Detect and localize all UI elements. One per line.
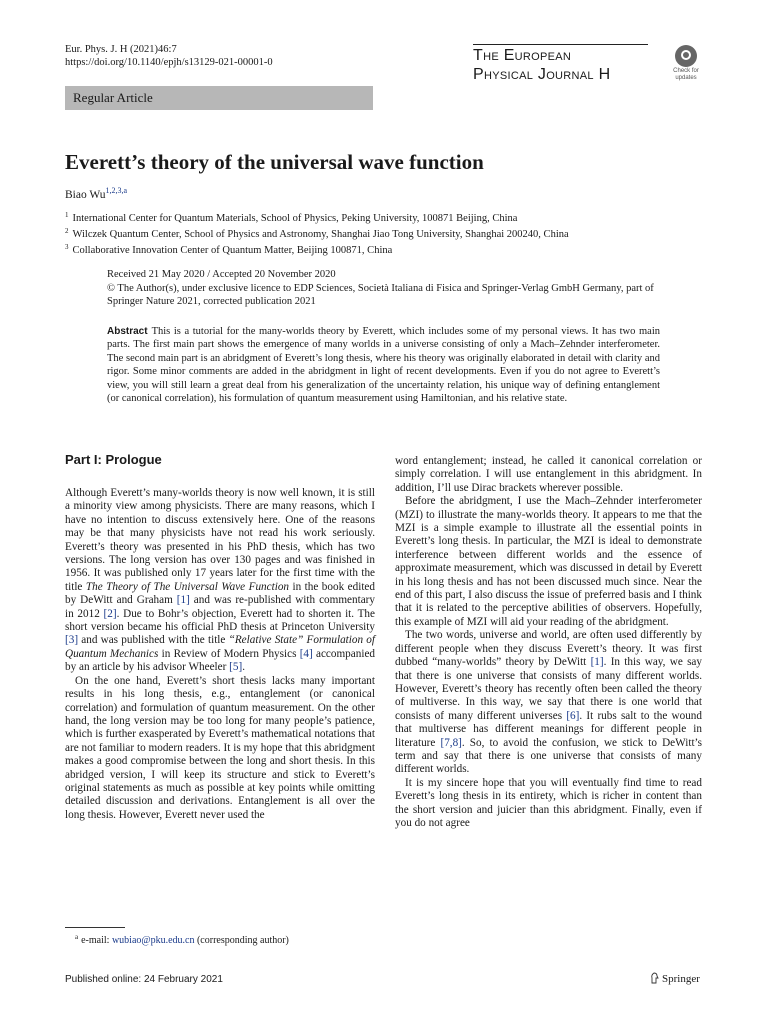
- paragraph: Before the abridgment, I use the Mach–Zehnder interferometer (MZI) to illustrate the many-worlds theory. It appears to me that the MZI is a simple example to illustrate all the essential points in Everett’s long thesis. In particular, the MZI is ideal to demonstrate interference between different worlds and the essence of approximate measurement, which was discussed in detail by Everett in his long thesis and has not been discussed much since. Near the end of this part, I also discuss the issue of preferred basis and I think that it is related to the perceptive abilities of observers. Hopefully, this example of MZI will aid your reading of the abridgment.: [395, 495, 702, 628]
- journal-name-line2: Physical Journal H: [473, 66, 611, 83]
- publisher-logo: [650, 972, 700, 985]
- paragraph: On the one hand, Everett’s short thesis lacks many important results in his long thesis, e.g., entanglement (or canonical correlation) and formulation of quantum measurement. On the other hand, the long version may be too long for many people’s patience, which is further exasperated by Everett’s mathematical notations that are not familiar to modern readers. It is my hope that this abridgment makes a good compromise between the long and short thesis. In this abridged version, I will keep its structure and stick to Everett’s original statements as much as possible at key points while omitting detailed discussion and derivations. Entanglement is all over the long thesis. However, Everett never used the: [65, 674, 375, 821]
- citation-link[interactable]: [6]: [566, 709, 580, 722]
- doi-link[interactable]: https://doi.org/10.1140/epjh/s13129-021-00001-0: [65, 57, 273, 68]
- badge-text-1: Check for: [673, 68, 699, 74]
- check-for-updates-badge[interactable]: [666, 45, 706, 81]
- citation-link[interactable]: [1]: [590, 656, 604, 669]
- footnote-rule: [65, 927, 125, 928]
- affiliation-1: $^1$ International Center for Quantum Materials, School of Physics, Peking University, 100871 Beijing, China: [65, 211, 518, 224]
- article-type-bar: [65, 86, 373, 110]
- body-column-left: [65, 487, 375, 822]
- citation-link[interactable]: [4]: [299, 647, 313, 660]
- journal-rule: [473, 44, 648, 45]
- section-heading: Part I: Prologue: [65, 452, 162, 467]
- abstract: [107, 325, 660, 405]
- paragraph: The two words, universe and world, are often used differently by different people when they discuss Everett’s theory. It was first dubbed “many-worlds” theory by DeWitt [1]. In this way, we say that there is one universe that consists of many different worlds. However, Everett’s theory has recently often been called the theory of multiverse. In this way, we say that there is one world that consists of many different universes [6]. It rubs salt to the wound that multiverse has different meanings for different people in literature [7,8]. So, to avoid the confusion, we stick to DeWitt’s term and say that there is one universe that consists of many different worlds.: [395, 629, 703, 776]
- article-title: Everett’s theory of the universal wave function: [65, 150, 484, 174]
- footnote: $^a$ e-mail: wubiao@pku.edu.cn (corresponding author): [75, 933, 289, 946]
- citation: Eur. Phys. J. H (2021)46:7: [65, 44, 177, 55]
- abstract-label: Abstract: [107, 326, 148, 337]
- received-accepted: Received 21 May 2020 / Accepted 20 November 2020: [107, 269, 336, 280]
- affiliations: [65, 209, 569, 257]
- citation-link[interactable]: [7,8]: [440, 736, 462, 749]
- copyright: © The Author(s), under exclusive licence to EDP Sciences, Società Italiana di Fisica and Springer-Verlag GmbH Germany, part of Springer Nature 2021, corrected publication 2021: [107, 282, 654, 307]
- paragraph: word entanglement; instead, he called it canonical correlation or simply correlation. I will use entanglement in this abridgment. In addition, I’ll use Dirac brackets wherever possible.: [395, 455, 702, 494]
- paragraph: Although Everett’s many-worlds theory is now well known, it is still a minority view among physicists. There are many reasons, which I have no intention to discuss extensively here. One of the reasons may be that many physicists have not read his work seriously. Everett’s theory was presented in his PhD thesis, which has two versions. The long version has over 130 pages and was finished in 1956. It was published only 17 years later for the first time with the title The Theory of The Universal Wave Function in the book edited by DeWitt and Graham [1] and was re-published with commentary in 2012 [2]. Due to Bohr’s objection, Everett had to shorten it. The short version became his official PhD thesis at Princeton University [3] and was published with the title “Relative State” Formulation of Quantum Mechanics in Review of Modern Physics [4] accompanied by an article by his advisor Wheeler [5].: [65, 487, 376, 674]
- publisher-name: Springer: [662, 973, 700, 985]
- author-name: Biao Wu: [65, 189, 106, 201]
- paragraph: It is my sincere hope that you will eventually find time to read Everett’s long thesis in its entirety, which is richer in content than the short version and juicier than this abridgment. Finally, even if you do not agree: [395, 776, 702, 829]
- citation-link[interactable]: [1]: [176, 594, 190, 607]
- author-affiliation-marks[interactable]: 1,2,3,a: [105, 186, 128, 195]
- email-link[interactable]: wubiao@pku.edu.cn: [111, 935, 195, 946]
- article-type: Regular Article: [73, 90, 153, 105]
- published-online: Published online: 24 February 2021: [65, 974, 223, 985]
- abstract-text: This is a tutorial for the many-worlds theory by Everett, which includes some of my personal views. It has two main parts. The first main part shows the emergence of many worlds in a universe consisting of only a Mach–Zehnder interferometer. The second main part is an abridgment of Everett’s long thesis, where his theory was originally elaborated in detail with clarity and rigor. Some minor comments are added in the abridgment in light of recent developments. Even if you do not agree to Everett’s view, you will still learn a great deal from his generalization of the uncertainty relation, his unique way of defining entanglement (or canonical correlation), his formulation of quantum measurement using Hamiltonian, and his relative state.: [107, 326, 660, 405]
- publication-dates: [107, 268, 667, 309]
- check-for-updates-icon: [675, 45, 697, 67]
- author: [65, 186, 127, 201]
- body-column-right: [395, 455, 702, 830]
- citation-link[interactable]: [3]: [65, 634, 79, 647]
- badge-text-2: updates: [675, 75, 697, 81]
- footnote-mark: a: [75, 933, 79, 941]
- citation-link[interactable]: [5]: [229, 661, 243, 674]
- journal-name-line1: The European: [473, 47, 572, 64]
- affiliation-3: $^3$ Collaborative Innovation Center of Quantum Matter, Beijing 100871, China: [65, 243, 393, 256]
- springer-horse-icon: [650, 972, 659, 984]
- journal-logo: [473, 44, 648, 84]
- affiliation-2: $^2$ Wilczek Quantum Center, School of Physics and Astronomy, Shanghai Jiao Tong University, Shanghai 200240, China: [65, 227, 569, 240]
- citation-link[interactable]: [2]: [103, 607, 117, 620]
- citation-block: [65, 43, 273, 69]
